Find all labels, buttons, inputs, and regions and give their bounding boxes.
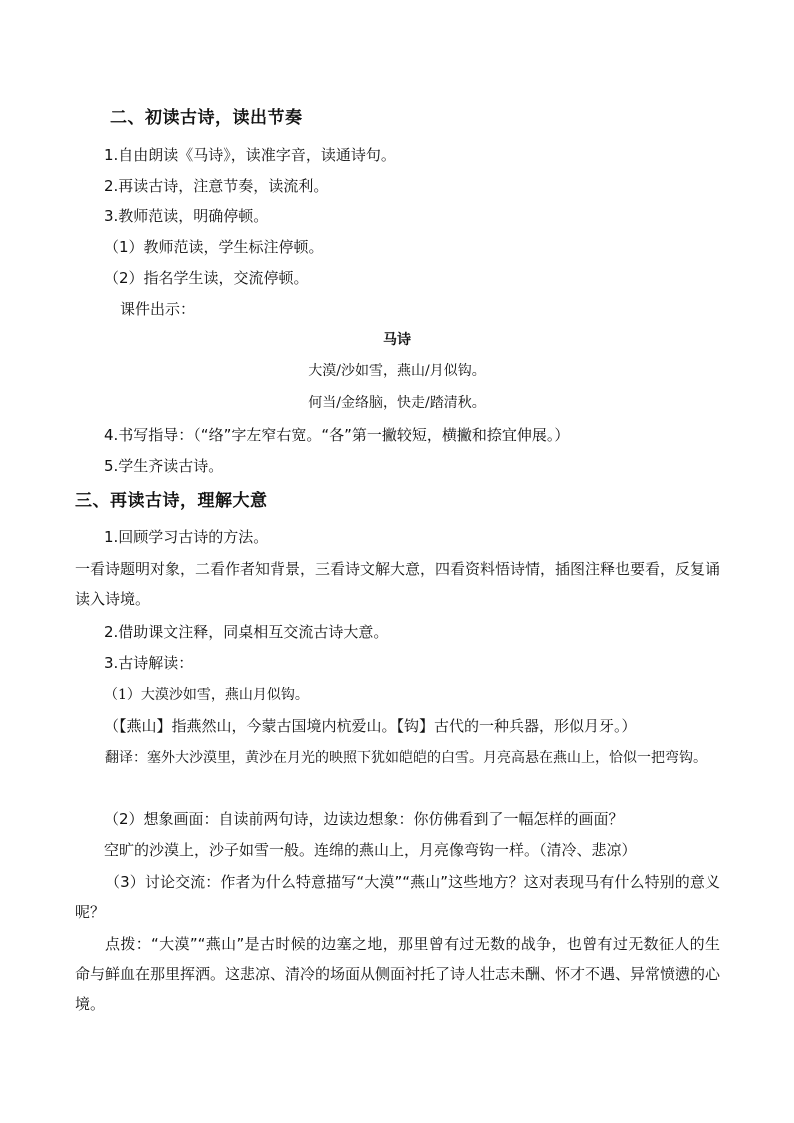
step-5: 5.学生齐读古诗。: [104, 457, 224, 475]
method-paragraph: 一看诗题明对象，二看作者知背景，三看诗文解大意，四看资料悟诗情，插图注释也要看，反复诵读入诗境。: [75, 560, 721, 608]
poem-line-2: 何当/金络脑，快走/踏清秋。: [308, 395, 486, 411]
courseware-label: 课件出示：: [120, 300, 196, 318]
translation-paragraph: 翻译：塞外大沙漠里，黄沙在月光的映照下犹如皑皑的白雪。月亮高悬在燕山上，恰似一把弯钩。: [105, 750, 707, 766]
annotation-step: 2.借助课文注释，同桌相互交流古诗大意。: [104, 623, 389, 641]
poem-title: 马诗: [383, 332, 411, 348]
word-notes: （【燕山】指燕然山，今蒙古国境内杭爱山。【钩】古代的一种兵器，形似月牙。）: [104, 717, 637, 735]
section-3-heading: 三、再读古诗，理解大意: [75, 491, 268, 511]
interpretation-step: 3.古诗解读：: [104, 654, 194, 672]
review-step: 1.回顾学习古诗的方法。: [104, 528, 269, 546]
sub-step-2: （2）指名学生读，交流停顿。: [104, 269, 309, 287]
poem-line-1: 大漠/沙如雪，燕山/月似钩。: [308, 363, 486, 379]
step-1: 1.自由朗读《马诗》，读准字音，读通诗句。: [104, 146, 396, 164]
step-2: 2.再读古诗，注意节奏，读流利。: [104, 177, 329, 195]
imagination-question: （2）想象画面：自读前两句诗，边读边想象：你仿佛看到了一幅怎样的画面？: [104, 810, 624, 828]
discussion-paragraph: （3）讨论交流：作者为什么特意描写“大漠”“燕山”这些地方？这对表现马有什么特别的意义呢？: [75, 873, 720, 921]
key-point-paragraph: 点拨：“大漠”“燕山”是古时候的边塞之地，那里曾有过无数的战争，也曾有过无数征人的生命与鲜血在那里挥洒。这悲凉、清冷的场面从侧面衬托了诗人壮志未酬、怀才不遇、异常愤懑的心境。: [75, 935, 721, 1013]
section-2-heading: 二、初读古诗，读出节奏: [110, 108, 303, 128]
step-3: 3.教师范读，明确停顿。: [104, 207, 269, 225]
verse-sub-1: （1）大漠沙如雪，燕山月似钩。: [104, 687, 309, 703]
imagery-answer: 空旷的沙漠上，沙子如雪一般。连绵的燕山上，月亮像弯钩一样。（清冷、悲凉）: [104, 841, 637, 859]
sub-step-1: （1）教师范读，学生标注停顿。: [104, 238, 324, 256]
step-4: 4.书写指导：（“络”字左窄右宽。“各”第一撇较短，横撇和捺宜伸展。）: [104, 426, 570, 444]
